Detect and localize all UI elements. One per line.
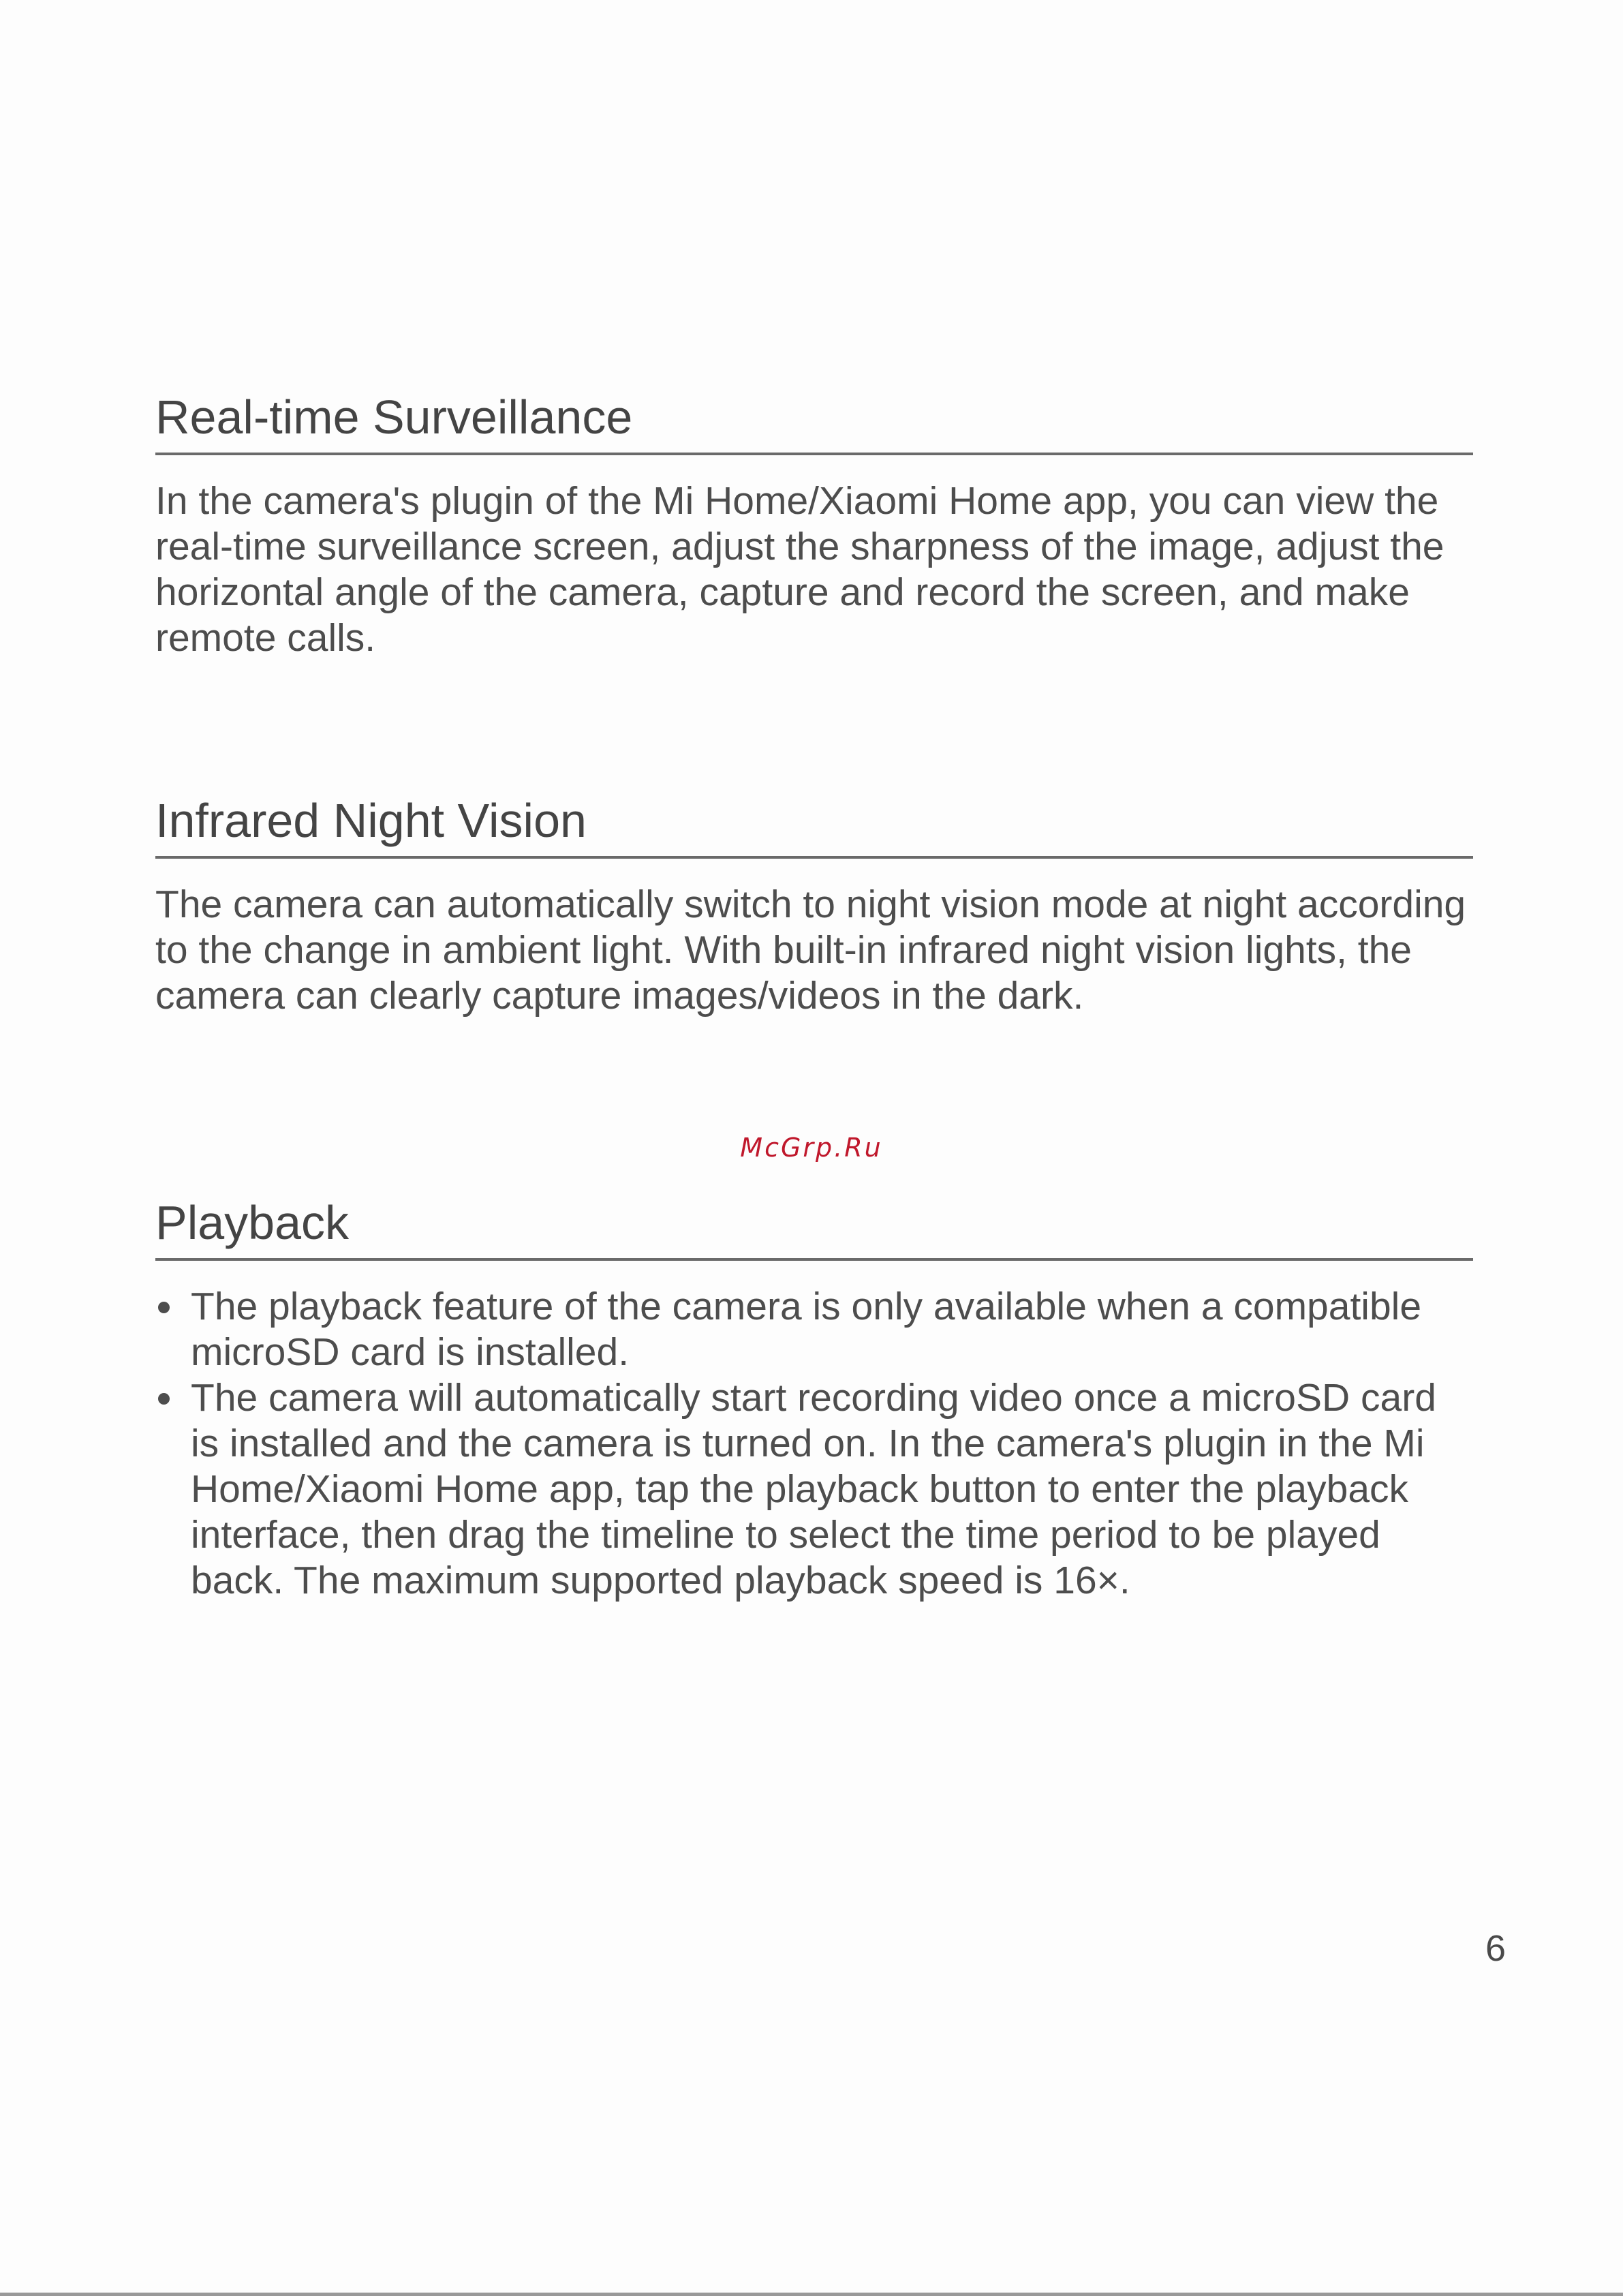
section-heading: Playback xyxy=(155,1194,1473,1261)
section-infrared-night-vision xyxy=(155,792,1473,1019)
bottom-rule xyxy=(0,2293,1623,2296)
bullet-icon xyxy=(158,1302,170,1313)
section-heading: Real-time Surveillance xyxy=(155,388,1473,455)
list-item-text: The camera will automatically start recording video once a microSD card is installed and the camera is turned on. In the camera's plugin in the Mi Home/Xiaomi Home app, tap the playback button to enter the playback interface, then drag the timeline to select the time period to be played back. The maximum supported playback speed is 16×. xyxy=(191,1376,1436,1602)
section-body: The camera can automatically switch to night vision mode at night according to the change in ambient light. With built-in infrared night vision lights, the camera can clearly capture images/videos in the dark. xyxy=(155,883,1466,1017)
bullet-icon xyxy=(158,1393,170,1405)
list-item-text: The playback feature of the camera is only available when a compatible microSD card is installed. xyxy=(191,1285,1422,1374)
list-item xyxy=(155,1284,1473,1375)
section-heading: Infrared Night Vision xyxy=(155,792,1473,859)
section-body: In the camera's plugin of the Mi Home/Xiaomi Home app, you can view the real-time surveillance screen, adjust the sharpness of the image, adjust the horizontal angle of the camera, capture and record the screen, and make remote calls. xyxy=(155,479,1444,660)
section-playback xyxy=(155,1194,1473,1604)
page-number: 6 xyxy=(1485,1928,1506,1969)
watermark: McGrp.Ru xyxy=(740,1133,883,1163)
bullet-list xyxy=(155,1284,1473,1604)
list-item xyxy=(155,1375,1473,1604)
section-real-time-surveillance xyxy=(155,388,1473,661)
